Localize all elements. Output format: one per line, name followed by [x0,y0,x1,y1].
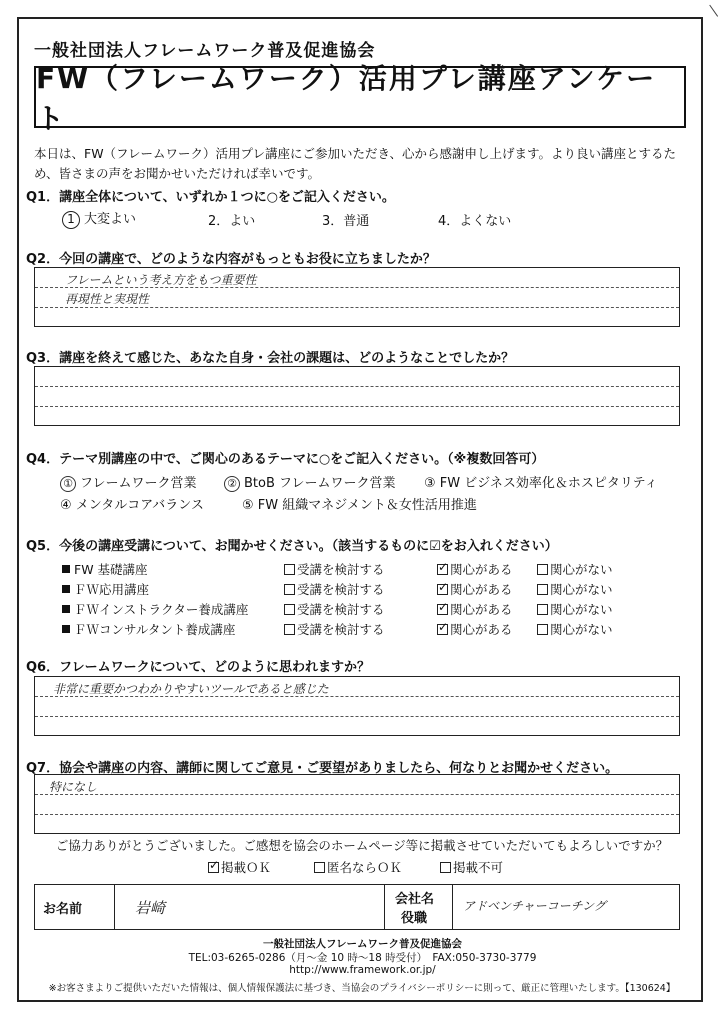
q3-answer-rule [35,406,679,407]
q3-answer-box[interactable] [34,366,680,426]
q4-topic-2-circle: ② [224,476,240,492]
q5-interested-checkbox[interactable]: ✓ 関心がある [437,620,513,638]
consent-option-ok[interactable] [208,858,271,876]
q4-topic-4-label: メンタルコアバランス [75,498,204,513]
company-value: アドベンチャーコーチング [463,899,606,913]
company-label-cell [385,885,453,929]
checkbox-icon [284,584,295,595]
q2-handwritten-line1: フレームという考え方をもつ重要性 [65,273,257,287]
name-table [34,884,680,930]
consent-option-decline[interactable] [440,858,503,876]
title-box [34,62,686,135]
q4-topic-3[interactable] [424,472,658,491]
q5-course: FW 基礎講座 [62,560,148,578]
checkbox-icon [284,564,295,575]
consent-option-decline-label: 掲載不可 [453,860,504,875]
checkbox-checked-icon [437,564,448,575]
q1-option-1-label: 大変よい [84,212,137,227]
q7-question: Q7．協会や講座の内容、講師に関してご意見・ご要望がありましたら、何なりとお聞かせください。 [26,761,619,776]
checkbox-icon [284,624,295,635]
q2-handwritten-line2: 再現性と実現性 [65,292,150,306]
checkbox-checked-icon [437,624,448,635]
q5-not-interested-checkbox[interactable]: 関心がない [537,580,613,598]
consent-option-ok-label: 掲載ＯＫ [221,860,272,875]
q1-option-4[interactable]: 4．よくない [438,214,512,229]
bullet-icon [62,625,70,633]
intro-text: 本日は、FW（フレームワーク）活用プレ講座にご参加いただき、心から感謝申し上げます。より良い講座とするため、皆さまの声をお聞かせいただければ幸いです。 [34,146,677,181]
q5-consider-checkbox[interactable]: 受講を検討する [284,580,385,598]
q6-handwritten-line1: 非常に重要かつわかりやすいツールであると感じた [53,682,329,696]
q4-topic-4-num: ④ [60,498,72,513]
privacy-notice: ※お客さまよりご提供いただいた情報は、個人情報保護法に基づき、当協会のプライバシーポリシーに則って、厳正に管理いたします。【130624】 [48,983,676,994]
q5-course: ＦＷ応用講座 [62,580,149,598]
consent-option-anonymous[interactable] [314,858,402,876]
checkbox-icon [284,604,295,615]
q1-option-1[interactable] [62,208,136,229]
q4-question: Q4．テーマ別講座の中で、ご関心のあるテーマに○をご記入ください。（※複数回答可） [26,452,545,467]
q1-option-2[interactable]: 2．よい [208,214,256,229]
q5-consider-checkbox[interactable]: 受講を検討する [284,600,385,618]
q5-interested-checkbox[interactable]: ✓ 関心がある [437,600,513,618]
q6-answer-rule [35,716,679,717]
org-name: 一般社団法人フレームワーク普及促進協会 [34,41,376,61]
q5-course: ＦＷコンサルタント養成講座 [62,620,235,638]
q5-course: ＦＷインストラクター養成講座 [62,600,248,618]
q5-not-interested-checkbox[interactable]: 関心がない [537,600,613,618]
q2-answer-box[interactable] [34,267,680,327]
company-value-cell[interactable] [453,885,681,929]
name-label: お名前 [43,902,83,917]
q5-interested-checkbox[interactable]: ✓ 関心がある [437,560,513,578]
name-label-cell [35,885,115,929]
q1-option-3[interactable]: 3．普通 [322,214,370,229]
q4-topic-5-label: FW 組織マネジメント＆女性活用推進 [257,498,477,513]
checkbox-icon [537,604,548,615]
q4-topic-5-num: ⑤ [242,498,254,513]
q4-topic-1-circle: ① [60,476,76,492]
q7-answer-rule [35,794,679,795]
footer-contact: TEL:03-6265-0286（月～金 10 時～18 時受付） FAX:050-3730-3779 [188,952,537,964]
q4-topic-5[interactable] [242,494,477,513]
q2-answer-rule [35,307,679,308]
checkbox-icon [314,862,325,873]
q1-selected-circle: 1 [62,211,80,229]
role-label: 役職 [401,911,428,926]
q7-answer-rule [35,814,679,815]
q4-topic-1-label: フレームワーク営業 [80,476,197,491]
q4-topic-3-num: ③ [424,476,436,491]
checkbox-icon [537,584,548,595]
q1-question: Q1．講座全体について、いずれか１つに○をご記入ください。 [26,190,395,205]
checkbox-icon [440,862,451,873]
q7-handwritten-line1: 特になし [49,780,98,794]
footer-url[interactable]: http://www.framework.or.jp/ [289,964,436,976]
q4-topic-2[interactable] [224,472,396,492]
q7-answer-box[interactable] [34,774,680,834]
checkbox-checked-icon [437,604,448,615]
checkbox-icon [537,564,548,575]
company-label: 会社名 [395,892,435,907]
name-value: 岩崎 [135,899,166,917]
q2-question: Q2．今回の講座で、どのような内容がもっともお役に立ちましたか？ [26,252,436,267]
q6-question: Q6．フレームワークについて、どのように思われますか？ [26,660,371,675]
q4-topic-1[interactable] [60,472,196,492]
q5-not-interested-checkbox[interactable]: 関心がない [537,560,613,578]
footer-org: 一般社団法人フレームワーク普及促進協会 [262,938,463,950]
consent-text: ご協力ありがとうございました。ご感想を協会のホームページ等に掲載させていただいてもよろしいですか？ [55,838,669,853]
checkbox-checked-icon [208,862,219,873]
q4-topic-2-label: BtoB フレームワーク営業 [244,476,396,491]
q3-question: Q3．講座を終えて感じた、あなた自身・会社の課題は、どのようなことでしたか？ [26,351,515,366]
checkbox-checked-icon [437,584,448,595]
page-title: FW（フレームワーク）活用プレ講座アンケート [36,62,657,135]
bullet-icon [62,605,70,613]
q4-topic-4[interactable] [60,494,204,513]
q6-answer-box[interactable] [34,676,680,736]
q5-not-interested-checkbox[interactable]: 関心がない [537,620,613,638]
q5-consider-checkbox[interactable]: 受講を検討する [284,620,385,638]
page-corner-mark [709,0,725,17]
q5-interested-checkbox[interactable]: ✓ 関心がある [437,580,513,598]
bullet-icon [62,585,70,593]
q3-answer-rule [35,386,679,387]
name-value-cell[interactable] [115,885,385,929]
q4-topic-3-label: FW ビジネス効率化＆ホスピタリティ [439,476,658,491]
q5-question: Q5．今後の講座受講について、お聞かせください。（該当するものに☑をお入れください） [26,539,558,554]
q5-consider-checkbox[interactable]: 受講を検討する [284,560,385,578]
checkbox-icon [537,624,548,635]
consent-option-anonymous-label: 匿名ならＯＫ [327,860,403,875]
bullet-icon [62,565,70,573]
